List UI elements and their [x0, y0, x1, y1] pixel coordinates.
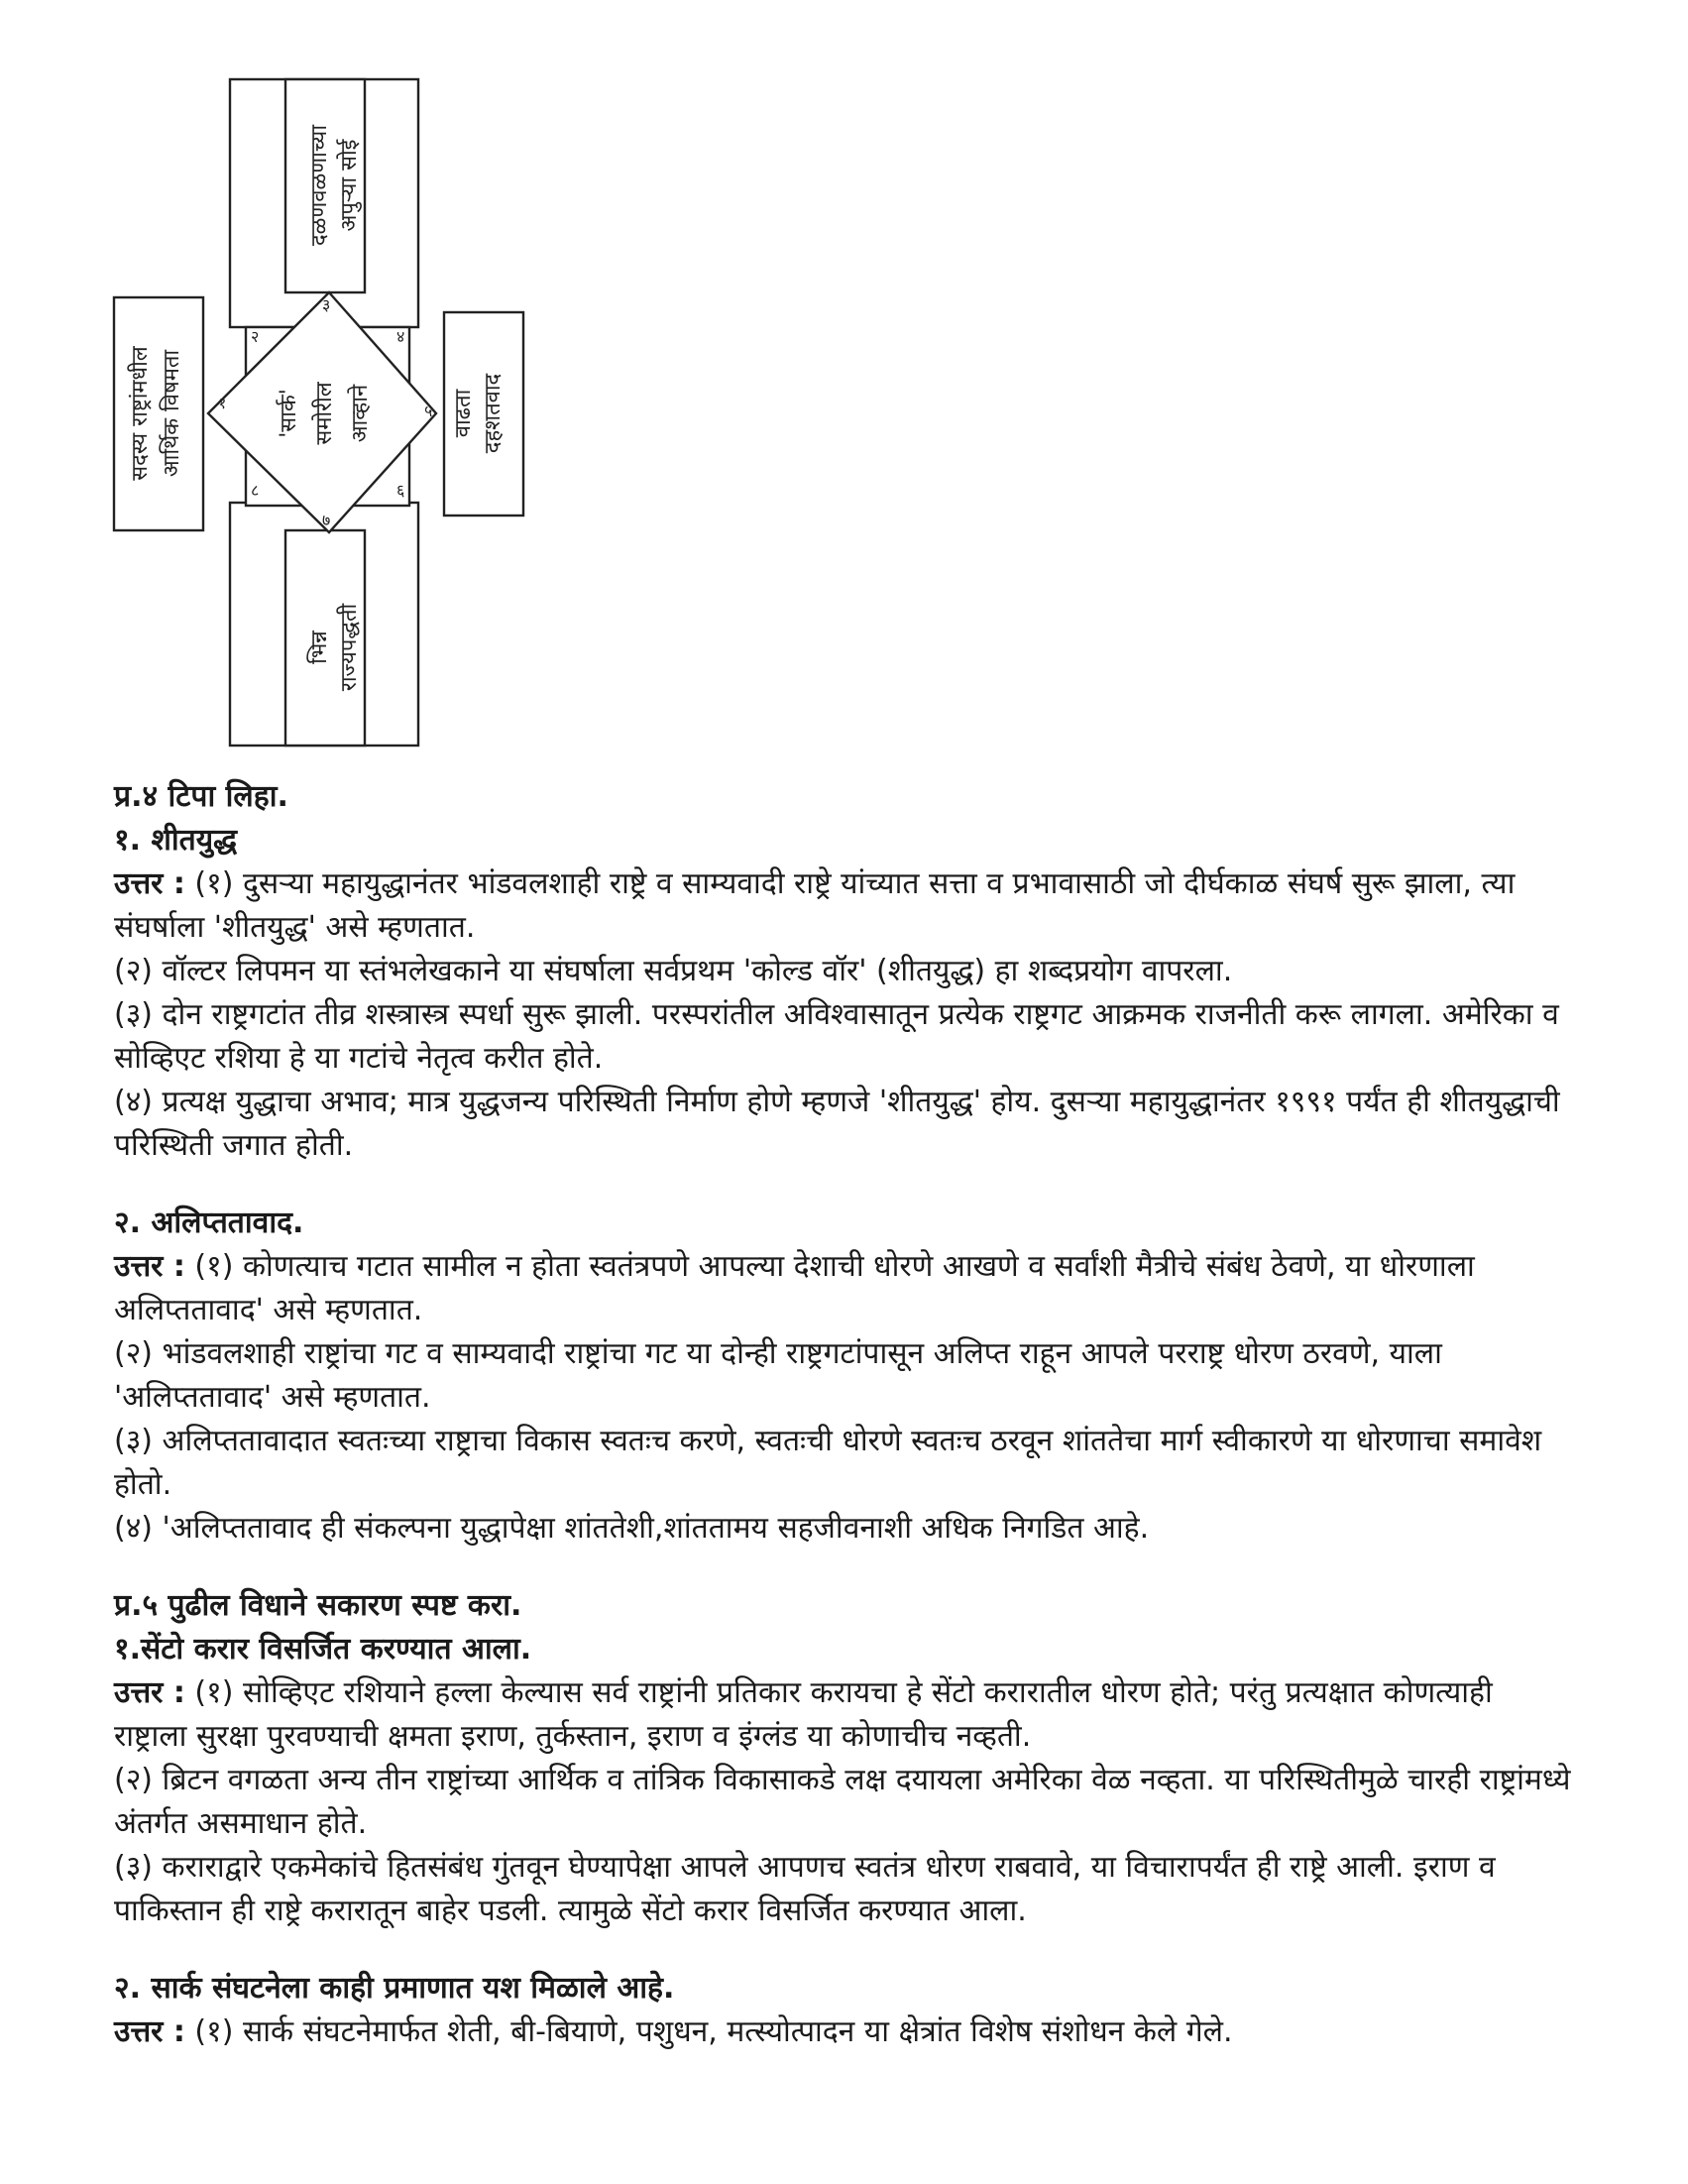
q4-heading: प्र.४ टिपा लिहा.: [114, 779, 288, 814]
top-box-line2: अपुऱ्या सोई: [337, 139, 362, 232]
center-line3: आव्हाने: [348, 384, 373, 443]
q5-s2-p1-text: (१) सार्क संघटनेमार्फत शेती, बी-बियाणे, पशुधन, मत्स्योत्पादन या क्षेत्रांत विशेष संशोधन केले गेले.: [184, 2014, 1233, 2049]
q4-t2-p1: [114, 1245, 1571, 1332]
num-2: २: [251, 327, 260, 346]
answer-label: उत्तर :: [114, 1675, 185, 1710]
answer-label: उत्तर :: [114, 866, 185, 901]
q4-t2-p2: (२) भांडवलशाही राष्ट्रांचा गट व साम्यवादी राष्ट्रांचा गट या दोन्ही राष्ट्रगटांपासून अलिप्त राहून आपले परराष्ट्र धोरण ठरवणे, याला 'अलिप्ततावाद' असे म्हणतात.: [114, 1336, 1442, 1415]
saarc-challenges-diagram: [109, 74, 535, 748]
q4-t2-p4: (४) 'अलिप्ततावाद ही संकल्पना युद्धापेक्षा शांततेशी,शांततामय सहजीवनाशी अधिक निगडित आहे.: [114, 1511, 1150, 1546]
spacer: [114, 1551, 1571, 1584]
q4-t2-p1-text: (१) कोणत्याच गटात सामील न होता स्वतंत्रपणे आपल्या देशाची धोरणे आखणे व सर्वांशी मैत्रीचे संबंध ठेवणे, या धोरणाला अलिप्ततावाद' असे म्हणतात.: [114, 1249, 1475, 1327]
spacer: [114, 1933, 1571, 1967]
right-box-line2: दहशतवाद: [481, 373, 506, 454]
q5-s2-p1: [114, 2011, 1571, 2054]
q5-s1-title: १.सेंटो करार विसर्जित करण्यात आला.: [114, 1632, 532, 1667]
center-line1: 'सार्क': [277, 389, 301, 438]
q5-s1-p1: [114, 1671, 1571, 1759]
q4-t1-p1-text: (१) दुसऱ्या महायुद्धानंतर भांडवलशाही राष्ट्रे व साम्यवादी राष्ट्रे यांच्यात सत्ता व प्रभावासाठी जो दीर्घकाळ संघर्ष सुरू झाला, त्या संघर्षाला 'शीतयुद्ध' असे म्हणतात.: [114, 866, 1516, 945]
q5-s1-p1-text: (१) सोव्हिएट रशियाने हल्ला केल्यास सर्व राष्ट्रांनी प्रतिकार करायचा हे सेंटो करारातील धोरण होते; परंतु प्रत्यक्षात कोणत्याही राष्ट्राला सुरक्षा पुरवण्याची क्षमता इराण, तुर्कस्तान, इराण व इंग्लंड या कोणाचीच नव्हती.: [114, 1675, 1493, 1754]
q4-t1-p2: (२) वॉल्टर लिपमन या स्तंभलेखकाने या संघर्षाला सर्वप्रथम 'कोल्ड वॉर' (शीतयुद्ध) हा शब्दप्रयोग वापरला.: [114, 954, 1233, 988]
num-4: ४: [396, 327, 405, 346]
bottom-box-line1: भिन्न: [307, 631, 332, 664]
center-line2: समोरील: [312, 382, 337, 445]
top-box-line1: दळणवळणाच्या: [307, 124, 332, 247]
left-box-line2: आर्थिक विषमता: [160, 349, 184, 478]
q5-s2-title: २. सार्क संघटनेला काही प्रमाणात यश मिळाले आहे.: [114, 1971, 675, 2006]
document-body: [114, 775, 1571, 2054]
q4-t2-p3: (३) अलिप्ततावादात स्वतःच्या राष्ट्राचा विकास स्वतःच करणे, स्वतःची धोरणे स्वतःच ठरवून शांततेचा मार्ग स्वीकारणे या धोरणाचा समावेश होतो.: [114, 1424, 1542, 1502]
q4-t2-title: २. अलिप्ततावाद.: [114, 1206, 304, 1240]
num-7: ७: [322, 511, 331, 529]
right-box-line1: वाढता: [451, 389, 476, 438]
q4-t1-title: १. शीतयुद्ध: [114, 823, 238, 858]
num-3: ३: [322, 295, 331, 314]
answer-label: उत्तर :: [114, 1249, 185, 1284]
num-8: ८: [251, 481, 260, 500]
num-1: १: [218, 394, 227, 412]
left-box-line1: सदस्य राष्ट्रांमधील: [128, 346, 153, 481]
answer-label: उत्तर :: [114, 2014, 185, 2049]
q4-t1-p1: [114, 862, 1571, 950]
q5-s1-p2: (२) ब्रिटन वगळता अन्य तीन राष्ट्रांच्या आर्थिक व तांत्रिक विकासाकडे लक्ष दयायला अमेरिका वेळ नव्हता. या परिस्थितीमुळे चारही राष्ट्रांमध्ये अंतर्गत असमाधान होते.: [114, 1763, 1571, 1841]
spacer: [114, 1168, 1571, 1202]
bottom-box-line2: राज्यपद्धती: [337, 603, 362, 692]
q5-heading: प्र.५ पुढील विधाने सकारण स्पष्ट करा.: [114, 1588, 522, 1623]
q4-t1-p3: (३) दोन राष्ट्रगटांत तीव्र शस्त्रास्त्र स्पर्धा सुरू झाली. परस्परांतील अविश्वासातून प्रत्येक राष्ट्रगट आक्रमक राजनीती करू लागला. अमेरिका व सोव्हिएट रशिया हे या गटांचे नेतृत्व करीत होते.: [114, 997, 1559, 1076]
q5-s1-p3: (३) कराराद्वारे एकमेकांचे हितसंबंध गुंतवून घेण्यापेक्षा आपले आपणच स्वतंत्र धोरण राबवावे, या विचारापर्यंत ही राष्ट्रे आली. इराण व पाकिस्तान ही राष्ट्रे करारातून बाहेर पडली. त्यामुळे सेंटो करार विसर्जित करण्यात आला.: [114, 1850, 1496, 1928]
num-5: ५: [424, 402, 433, 420]
num-6: ६: [396, 481, 405, 500]
q4-t1-p4: (४) प्रत्यक्ष युद्धाचा अभाव; मात्र युद्धजन्य परिस्थिती निर्माण होणे म्हणजे 'शीतयुद्ध' होय. दुसऱ्या महायुद्धानंतर १९९१ पर्यंत ही शीतयुद्धाची परिस्थिती जगात होती.: [114, 1085, 1560, 1163]
